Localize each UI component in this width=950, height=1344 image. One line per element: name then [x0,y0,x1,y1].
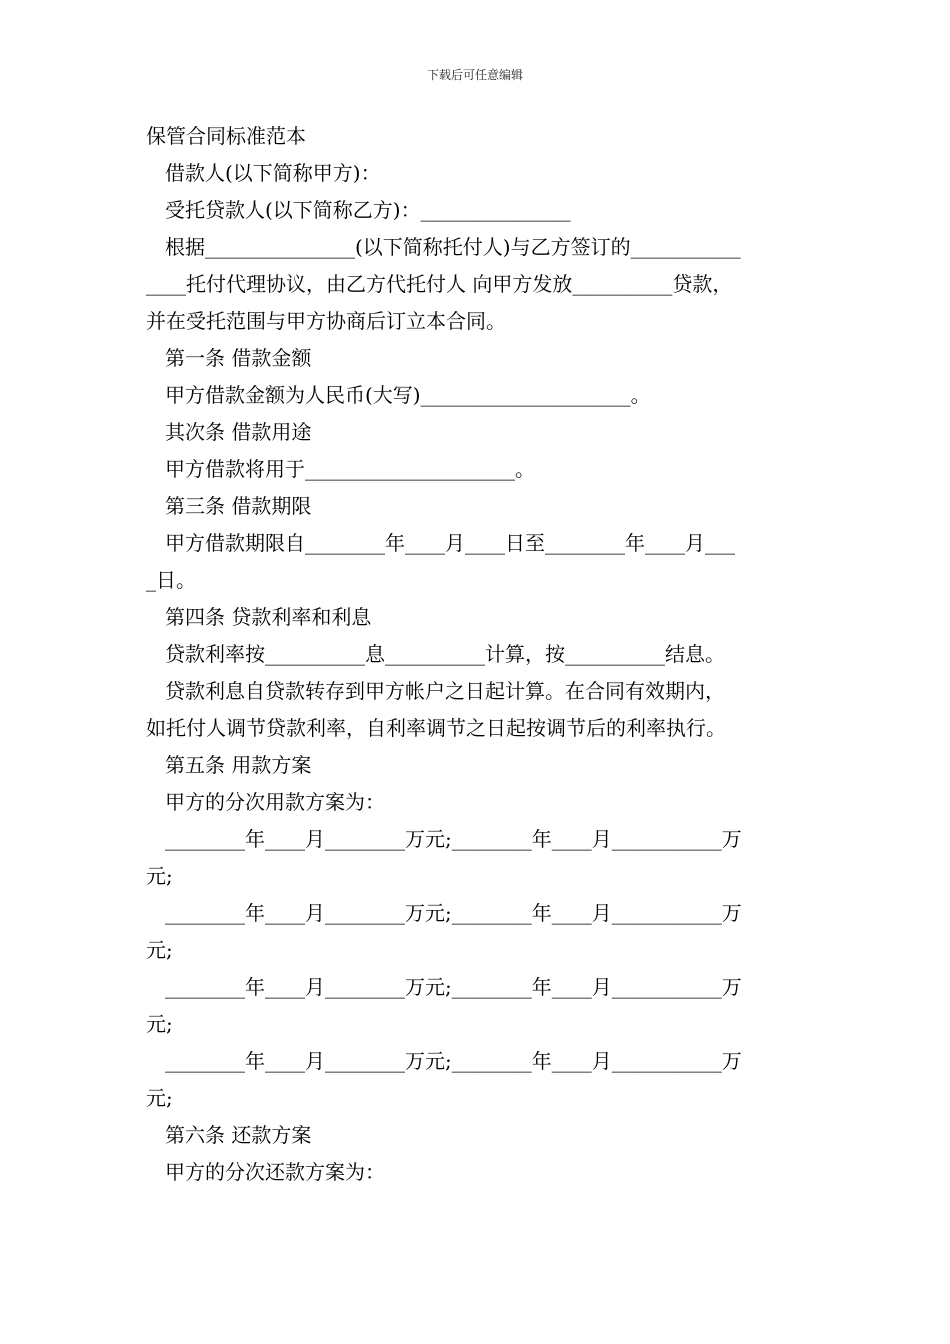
plan-line: ________年____月________万元;________年____月___________万 [165,975,742,999]
page-header: 下载后可任意编辑 [426,68,523,82]
paragraph-line: 甲方借款期限自________年____月____日至________年____月___ [165,531,735,555]
article-heading: 第三条 借款期限 [165,494,312,518]
document-title: 保管合同标准范本 [146,124,306,148]
paragraph-line: 根据_______________(以下简称托付人)与乙方签订的___________ [165,235,741,259]
plan-line: 元; [146,1086,173,1110]
paragraph-line: 如托付人调节贷款利率，自利率调节之日起按调节后的利率执行。 [146,716,726,740]
article-heading: 第六条 还款方案 [165,1123,312,1147]
plan-line: 元; [146,1012,173,1036]
plan-line: ________年____月________万元;________年____月___________万 [165,1049,742,1073]
paragraph-line: _日。 [146,568,196,592]
paragraph-line: 甲方的分次用款方案为： [165,790,385,814]
article-heading: 其次条 借款用途 [165,420,312,444]
paragraph-line: 并在受托范围与甲方协商后订立本合同。 [146,309,506,333]
borrower-line: 借款人(以下简称甲方)： [165,161,381,185]
article-heading: 第四条 贷款利率和利息 [165,605,372,629]
paragraph-line: 贷款利息自贷款转存到甲方帐户之日起计算。在合同有效期内， [165,679,725,703]
lender-line: 受托贷款人(以下简称乙方)：_______________ [165,198,571,222]
plan-line: 元; [146,864,173,888]
article-heading: 第五条 用款方案 [165,753,312,777]
plan-line: ________年____月________万元;________年____月___________万 [165,901,742,925]
plan-line: ________年____月________万元;________年____月___________万 [165,827,742,851]
paragraph-line: 甲方的分次还款方案为： [165,1160,385,1184]
contract-body [146,118,810,1191]
paragraph-line: 甲方借款金额为人民币(大写)_____________________。 [165,383,651,407]
plan-line: 元; [146,938,173,962]
paragraph-line: 贷款利率按__________息__________计算，按__________结息。 [165,642,725,666]
paragraph-line: 甲方借款将用于_____________________。 [165,457,535,481]
article-heading: 第一条 借款金额 [165,346,312,370]
paragraph-line: ____托付代理协议，由乙方代托付人 向甲方发放__________贷款， [146,272,733,296]
